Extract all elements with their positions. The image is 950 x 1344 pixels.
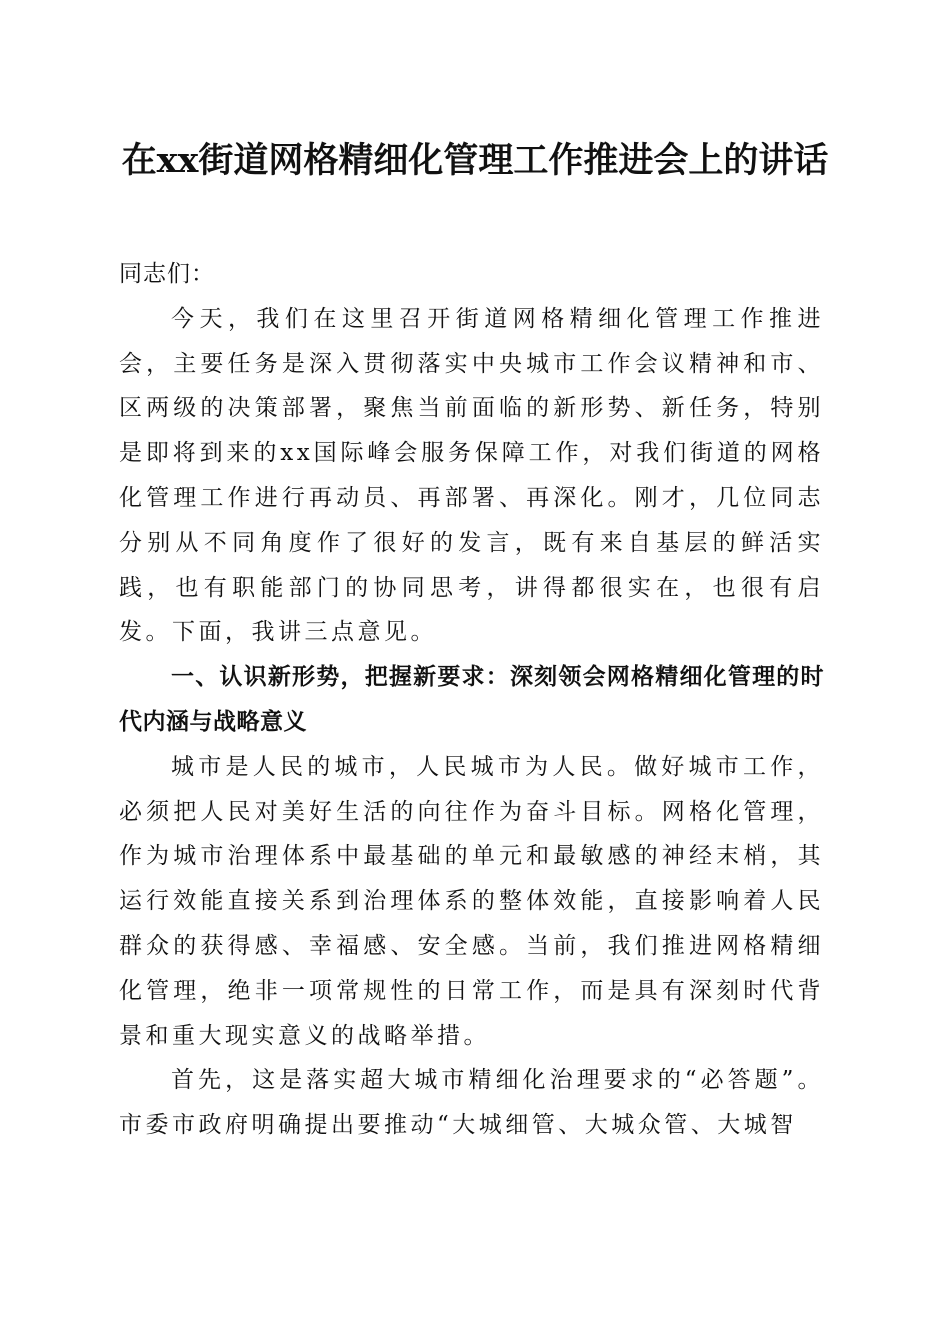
section-paragraph: 城市是人民的城市，人民城市为人民。做好城市工作，必须把人民对美好生活的向往作为奋斗目标。网格化管理，作为城市治理体系中最基础的单元和最敏感的神经末梢，其运行效能直接关系到治理体系的整体效能，直接影响着人民群众的获得感、幸福感、安全感。当前，我们推进网格精细化管理，绝非一项常规性的日常工作，而是具有深刻时代背景和重大现实意义的战略举措。 xyxy=(119,753,824,1049)
section-heading: 一、认识新形势，把握新要求：深刻领会网格精细化管理的时代内涵与战略意义 xyxy=(119,664,824,735)
salutation: 同志们： xyxy=(119,261,215,287)
section-paragraph: 首先，这是落实超大城市精细化治理要求的“必答题”。市委市政府明确提出要推动“大城细管、大城众管、大城智 xyxy=(119,1067,824,1139)
document-title: 在xx街道网格精细化管理工作推进会上的讲话 xyxy=(121,140,829,181)
intro-paragraph: 今天，我们在这里召开街道网格精细化管理工作推进会，主要任务是深入贯彻落实中央城市工作会议精神和市、区两级的决策部署，聚焦当前面临的新形势、新任务，特别是即将到来的xx国际峰会服务保障工作，对我们街道的网格化管理工作进行再动员、再部署、再深化。刚才，几位同志分别从不同角度作了很好的发言，既有来自基层的鲜活实践，也有职能部门的协同思考，讲得都很实在，也很有启发。下面，我讲三点意见。 xyxy=(119,305,824,646)
document-body xyxy=(119,252,824,1148)
